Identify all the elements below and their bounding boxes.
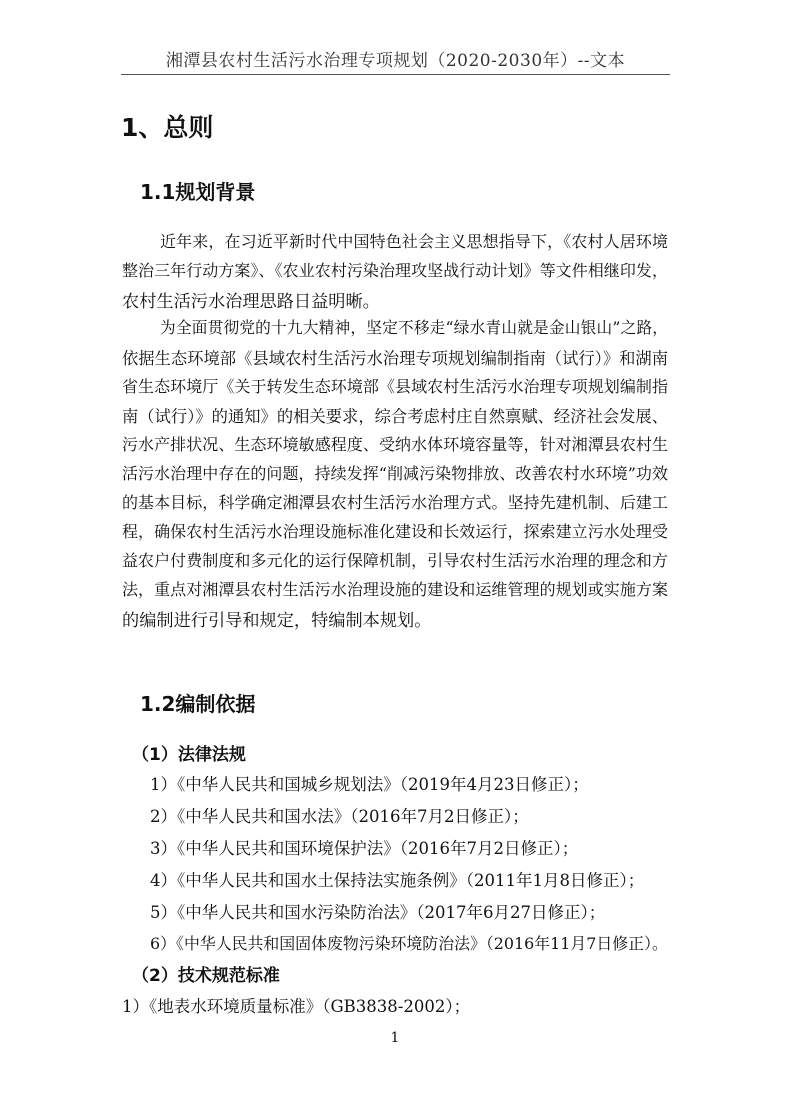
paragraph-line: 近年来，在习近平新时代中国特色社会主义思想指导下，《农村人居环境 [160,232,668,251]
paragraph-line: 的基本目标，科学确定湘潭县农村生活污水治理方式。坚持先建机制、后建工 [122,493,668,512]
page-number: 1 [390,1030,400,1046]
paragraph-line: 省生态环境厅《关于转发生态环境部《县域农村生活污水治理专项规划编制指 [122,377,668,396]
list-item: 4）《中华人民共和国水土保持法实施条例》（2011年1月8日修正）； [150,871,645,890]
paragraph-line: 污水产排状况、生态环境敏感程度、受纳水体环境容量等，针对湘潭县农村生 [122,435,668,454]
list-item: 1）《中华人民共和国城乡规划法》（2019年4月23日修正）； [150,775,589,794]
section-title-1-1: 1.1规划背景 [140,180,256,204]
list-item: 6）《中华人民共和国固体废物污染环境防治法》（2016年11月7日修正）。 [150,934,668,953]
list-item: 2）《中华人民共和国水法》（2016年7月2日修正）； [150,807,529,826]
section-title-1-2: 1.2编制依据 [140,692,256,716]
running-header: 湘潭县农村生活污水治理专项规划（2020-2030年）--文本 [165,51,626,71]
subsection-title-standards: （2）技术规范标准 [132,966,280,986]
paragraph-line: 为全面贯彻党的十九大精神，坚定不移走“绿水青山就是金山银山”之路， [160,318,668,337]
header-divider [121,74,670,75]
paragraph-line: 的编制进行引导和规定，特编制本规划。 [122,611,432,631]
chapter-title: 1、总则 [121,113,214,142]
paragraph-line: 南（试行）》的通知》的相关要求，综合考虑村庄自然禀赋、经济社会发展、 [122,407,668,426]
paragraph-line: 整治三年行动方案》、《农业农村污染治理攻坚战行动计划》等文件相继印发， [122,261,668,280]
list-item: 3）《中华人民共和国环境保护法》（2016年7月2日修正）； [150,839,579,858]
list-item: 5）《中华人民共和国水污染防治法》（2017年6月27日修正）； [150,903,606,922]
paragraph-line: 法，重点对湘潭县农村生活污水治理设施的建设和运维管理的规划或实施方案 [122,580,668,599]
paragraph-line: 益农户付费制度和多元化的运行保障机制，引导农村生活污水治理的理念和方 [122,551,668,570]
paragraph-line: 依据生态环境部《县域农村生活污水治理专项规划编制指南（试行）》和湖南 [122,349,668,368]
list-item: 1）《地表水环境质量标准》（GB3838-2002）； [122,997,471,1016]
paragraph-line: 农村生活污水治理思路日益明晰。 [122,292,380,312]
subsection-title-laws: （1）法律法规 [132,745,246,765]
paragraph-line: 程，确保农村生活污水治理设施标准化建设和长效运行，探索建立污水处理受 [122,522,668,541]
paragraph-line: 活污水治理中存在的问题，持续发挥“削减污染物排放、改善农村水环境”功效 [122,464,668,483]
